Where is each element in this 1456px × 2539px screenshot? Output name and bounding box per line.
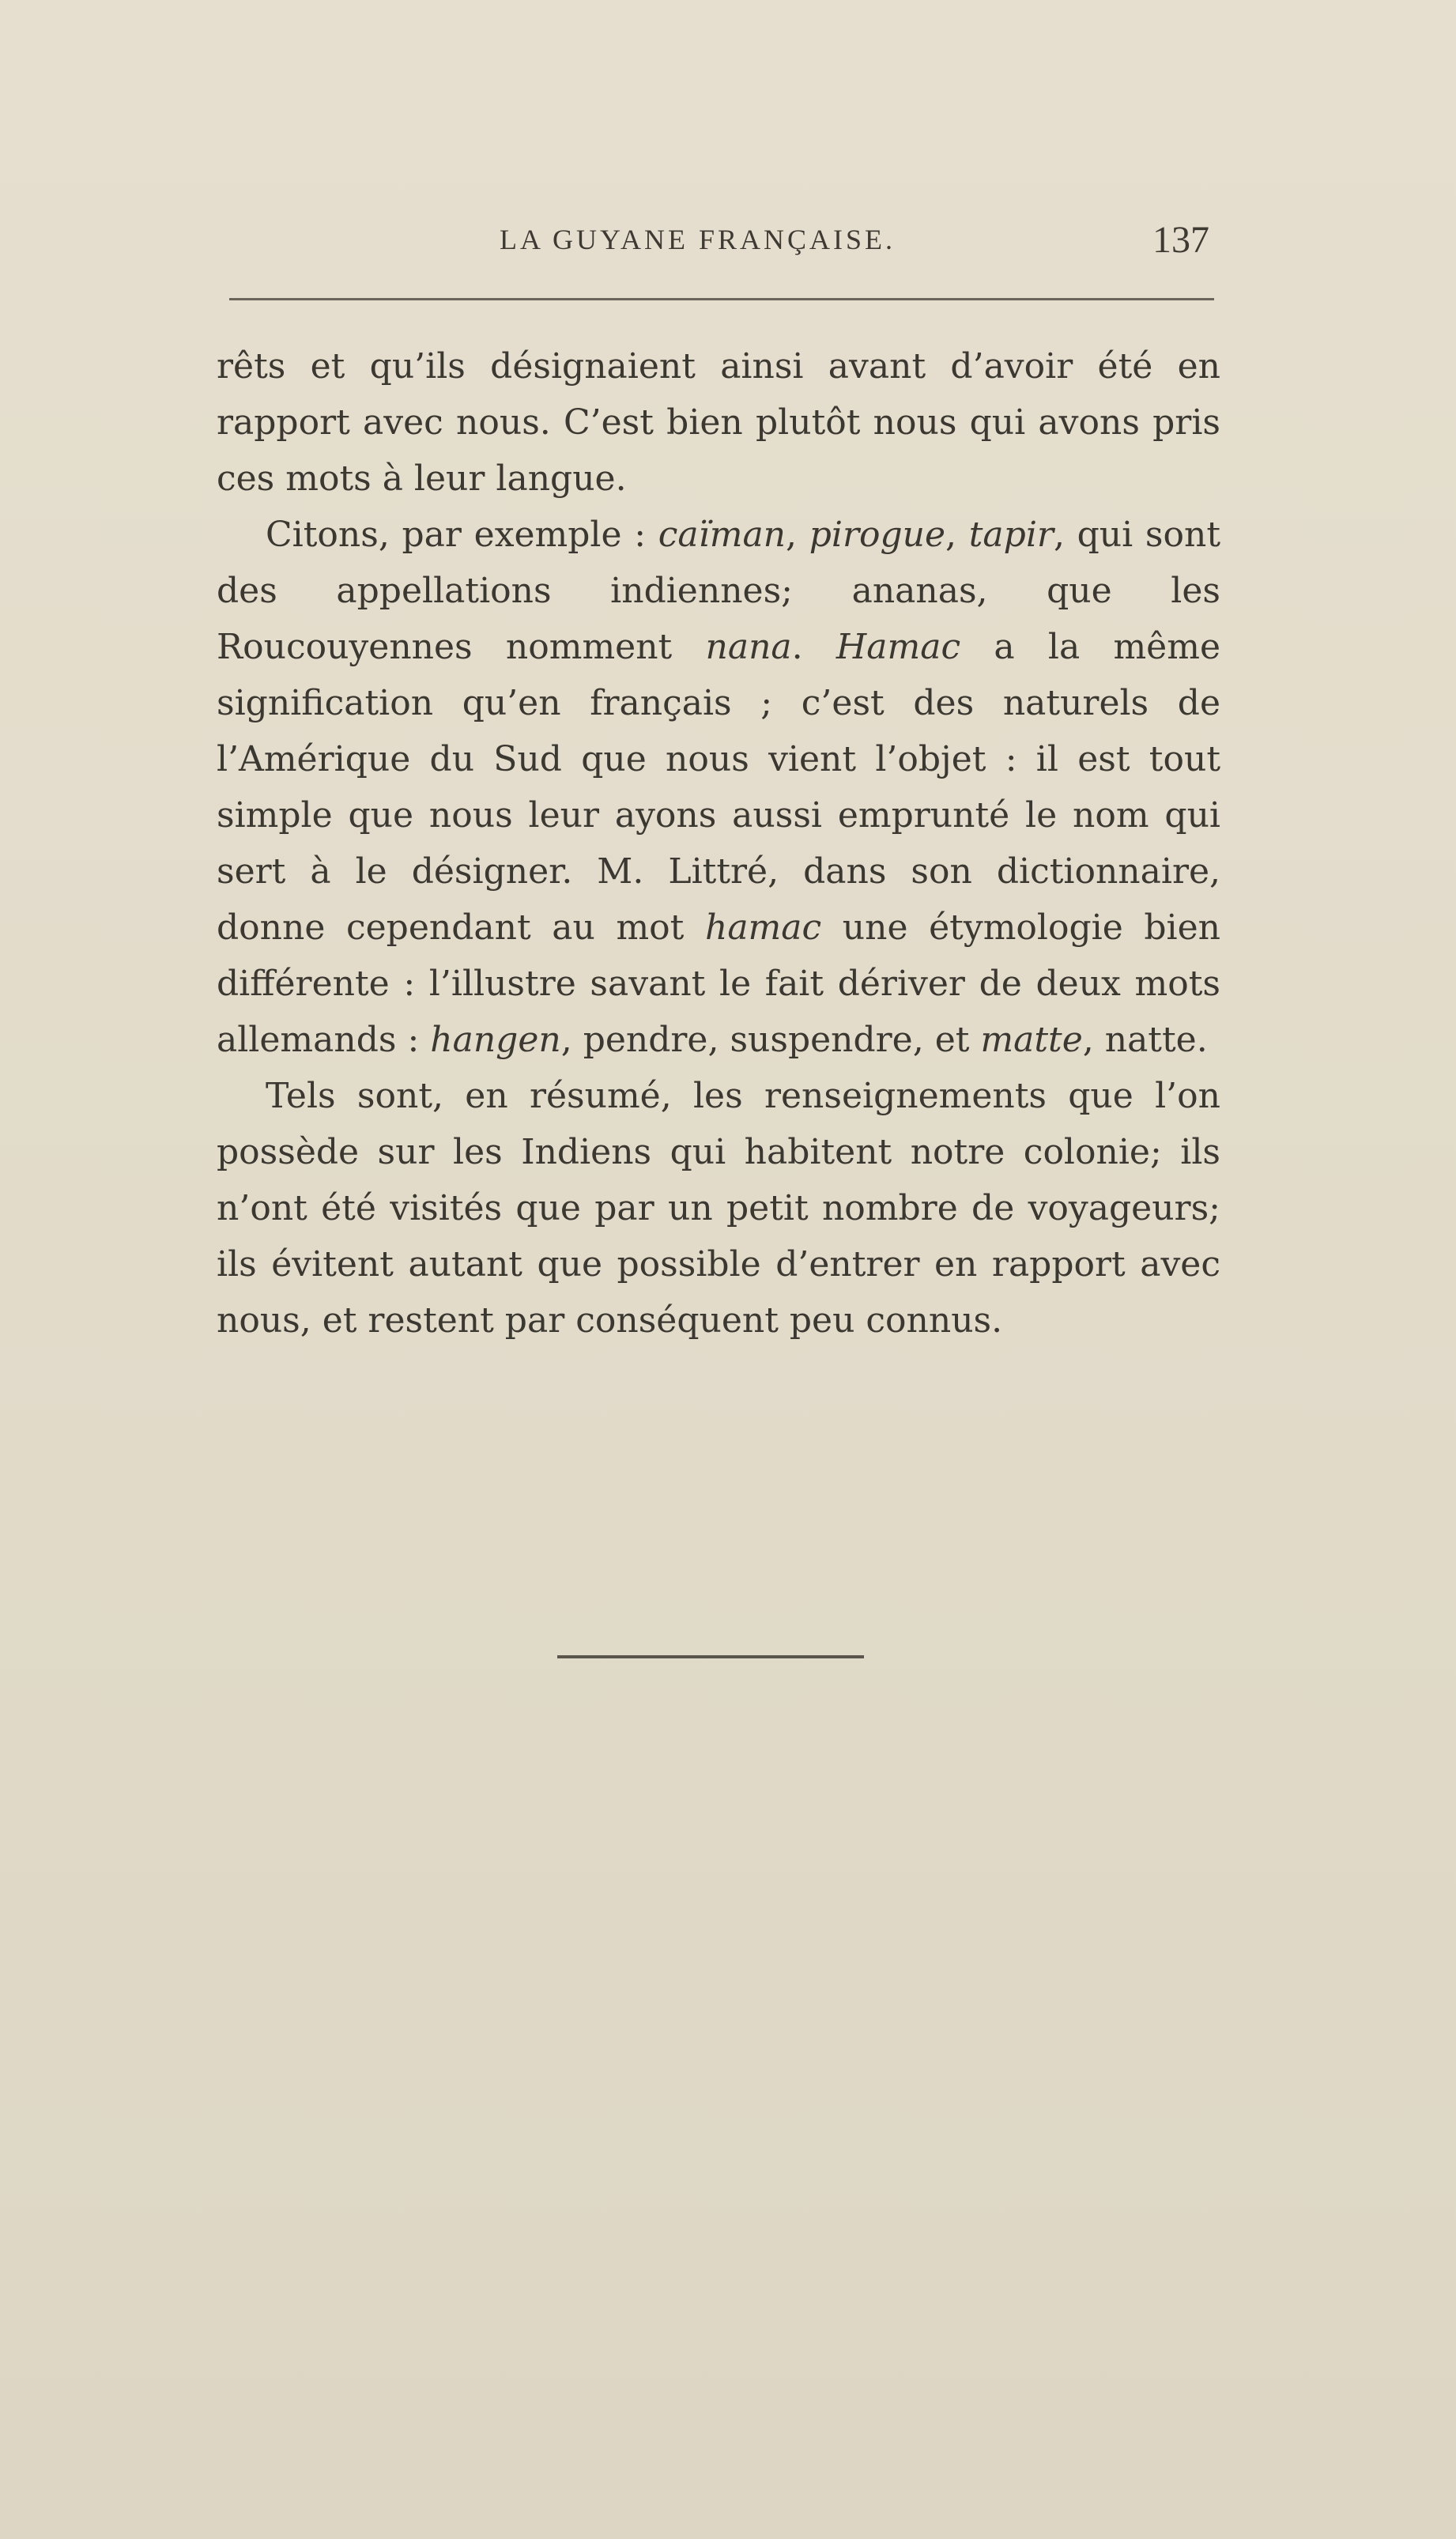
- end-rule: [557, 1655, 864, 1658]
- paragraph-p2: [217, 507, 1220, 1068]
- italic-term: matte: [980, 1020, 1083, 1060]
- italic-term: hamac: [704, 907, 822, 948]
- text-run: , pendre, suspendre, et: [560, 1020, 981, 1060]
- paragraph-p3: [217, 1068, 1220, 1349]
- italic-term: caïman: [658, 515, 786, 555]
- text-run: Citons, par exemple :: [266, 515, 658, 555]
- header-rule: [229, 298, 1214, 300]
- text-run: , qui sont des appellations indiennes; ananas, que les Roucouyennes nomment: [217, 515, 1220, 667]
- text-run: Tels sont, en résumé, les renseignements que l’on possède sur les Indiens qui habitent notre colonie; ils n’ont été visités que par un petit nombre de voyageurs; ils évitent autant que possible d’entrer en rapport avec nous, et restent par conséquent peu connus.: [217, 1076, 1220, 1341]
- italic-term: nana: [705, 627, 792, 667]
- text-run: .: [791, 627, 836, 667]
- text-run: ,: [945, 515, 969, 555]
- italic-term: pirogue: [809, 515, 946, 555]
- running-head: [0, 218, 1456, 266]
- paragraph-p1: [217, 338, 1220, 507]
- text-run: , natte.: [1082, 1020, 1208, 1060]
- body-text: [217, 338, 1220, 1349]
- text-run: a la même signification qu’en français ; c’est des naturels de l’Amérique du Sud que nous vient l’objet : il est tout simple que nous leur ayons aussi emprunté le nom qui sert à le désigner. M. Littré, dans son dictionnaire, donne cependant au mot: [217, 627, 1220, 948]
- italic-term: Hamac: [836, 627, 961, 667]
- text-run: ,: [786, 515, 809, 555]
- italic-term: tapir: [968, 515, 1054, 555]
- text-run: une étymologie bien différente : l’illustre savant le fait dériver de deux mots allemands :: [217, 907, 1220, 1060]
- running-title: LA GUYANE FRANÇAISE.: [500, 224, 896, 255]
- page-number: 137: [1152, 219, 1209, 261]
- italic-term: hangen: [430, 1020, 561, 1060]
- text-run: rêts et qu’ils désignaient ainsi avant d’avoir été en rapport avec nous. C’est bien plutôt nous qui avons pris ces mots à leur langue.: [217, 346, 1220, 499]
